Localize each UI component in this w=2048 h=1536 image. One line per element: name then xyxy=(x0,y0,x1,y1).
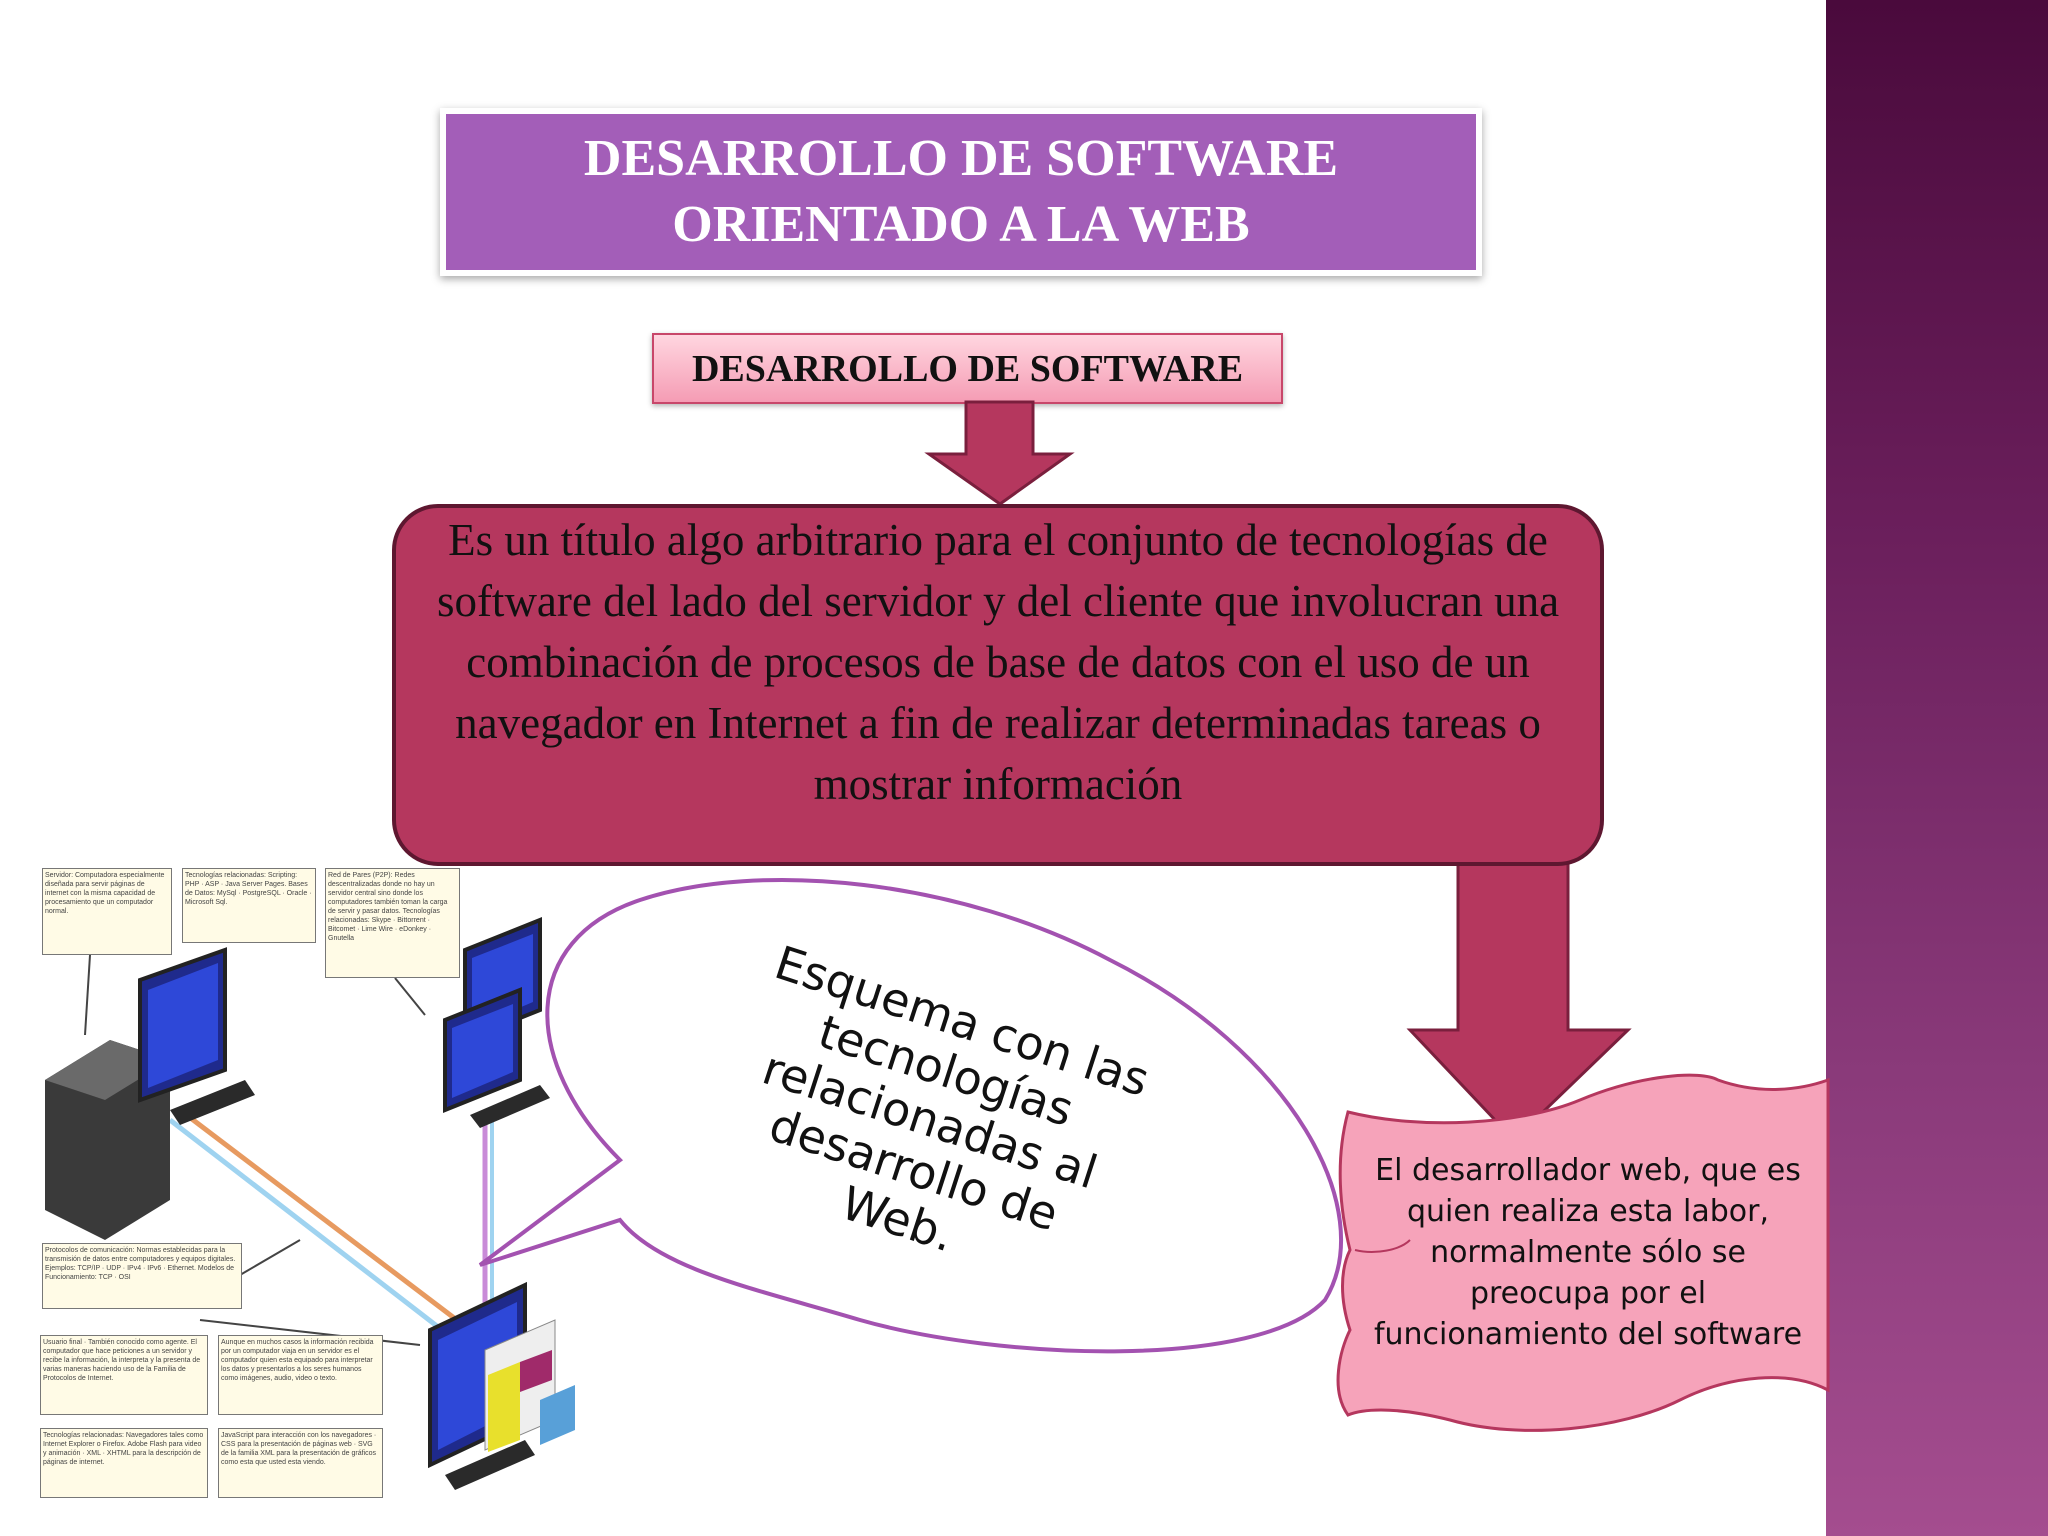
bubble-text: Esquema con las tecnologías relacionadas al desarrollo de Web. xyxy=(756,935,1156,1263)
callout-tecnologias-servidor: Tecnologías relacionadas: Scripting: PHP · ASP · Java Server Pages. Bases de Datos: MySql · PostgreSQL · Oracle · Microsoft Sql. xyxy=(182,868,316,943)
callout-p2p: Red de Pares (P2P): Redes descentralizadas donde no hay un servidor central sino donde los computadores también toman la carga de servir y pasar datos. Tecnologías relacionadas: Skype · Bittorrent · Bitcomet · Lime Wire · eDonkey · Gnutella xyxy=(325,868,460,978)
definition-text: Es un título algo arbitrario para el conjunto de tecnologías de software del lado del servidor y del cliente que involucran una combinación de procesos de base de datos con el uso de un navegador en Internet a fin de realizar determinadas tareas o mostrar información xyxy=(436,515,1560,809)
callout-protocolos: Protocolos de comunicación: Normas establecidas para la transmisión de datos entre computadores y equipos digitales. Ejemplos: TCP/IP · UDP · IPv4 · IPv6 · Ethernet. Modelos de Funcionamiento: TCP · OSI xyxy=(42,1243,242,1309)
callout-javascript: JavaScript para interacción con los navegadores · CSS para la presentación de páginas web · SVG de la familia XML para la presentación de gráficos como esta que usted esta viendo. xyxy=(218,1428,383,1498)
note-text: El desarrollador web, que es quien realiza esta labor, normalmente sólo se preocupa por el funcionamiento del software xyxy=(1373,1153,1803,1352)
callout-cliente: Aunque en muchos casos la información recibida por un computador viaja en un servidor es el computador quien esta equipado para interpretar los datos y presentarlos a los seres humanos como imágenes, audio, video o texto. xyxy=(218,1335,383,1415)
callout-servidor: Servidor: Computadora especialmente diseñada para servir páginas de internet con la misma capacidad de procesamiento que un computador normal. xyxy=(42,868,172,955)
p2p-computers-icon xyxy=(445,920,550,1128)
slide-title: DESARROLLO DE SOFTWARE ORIENTADO A LA WEB xyxy=(583,130,1339,253)
server-computer-icon xyxy=(45,950,255,1240)
callout-navegadores: Tecnologías relacionadas: Navegadores tales como Internet Explorer o Firefox. Adobe Flash para video y animación · XML · XHTML para la descripción de páginas de internet. xyxy=(40,1428,208,1498)
slide-subtitle: DESARROLLO DE SOFTWARE xyxy=(691,347,1244,390)
callout-usuario: Usuario final · También conocido como agente. El computador que hace peticiones a un servidor y recibe la información, la interpreta y la presenta de varias maneras haciendo uso de la Familia de Protocolos de Internet. xyxy=(40,1335,208,1415)
